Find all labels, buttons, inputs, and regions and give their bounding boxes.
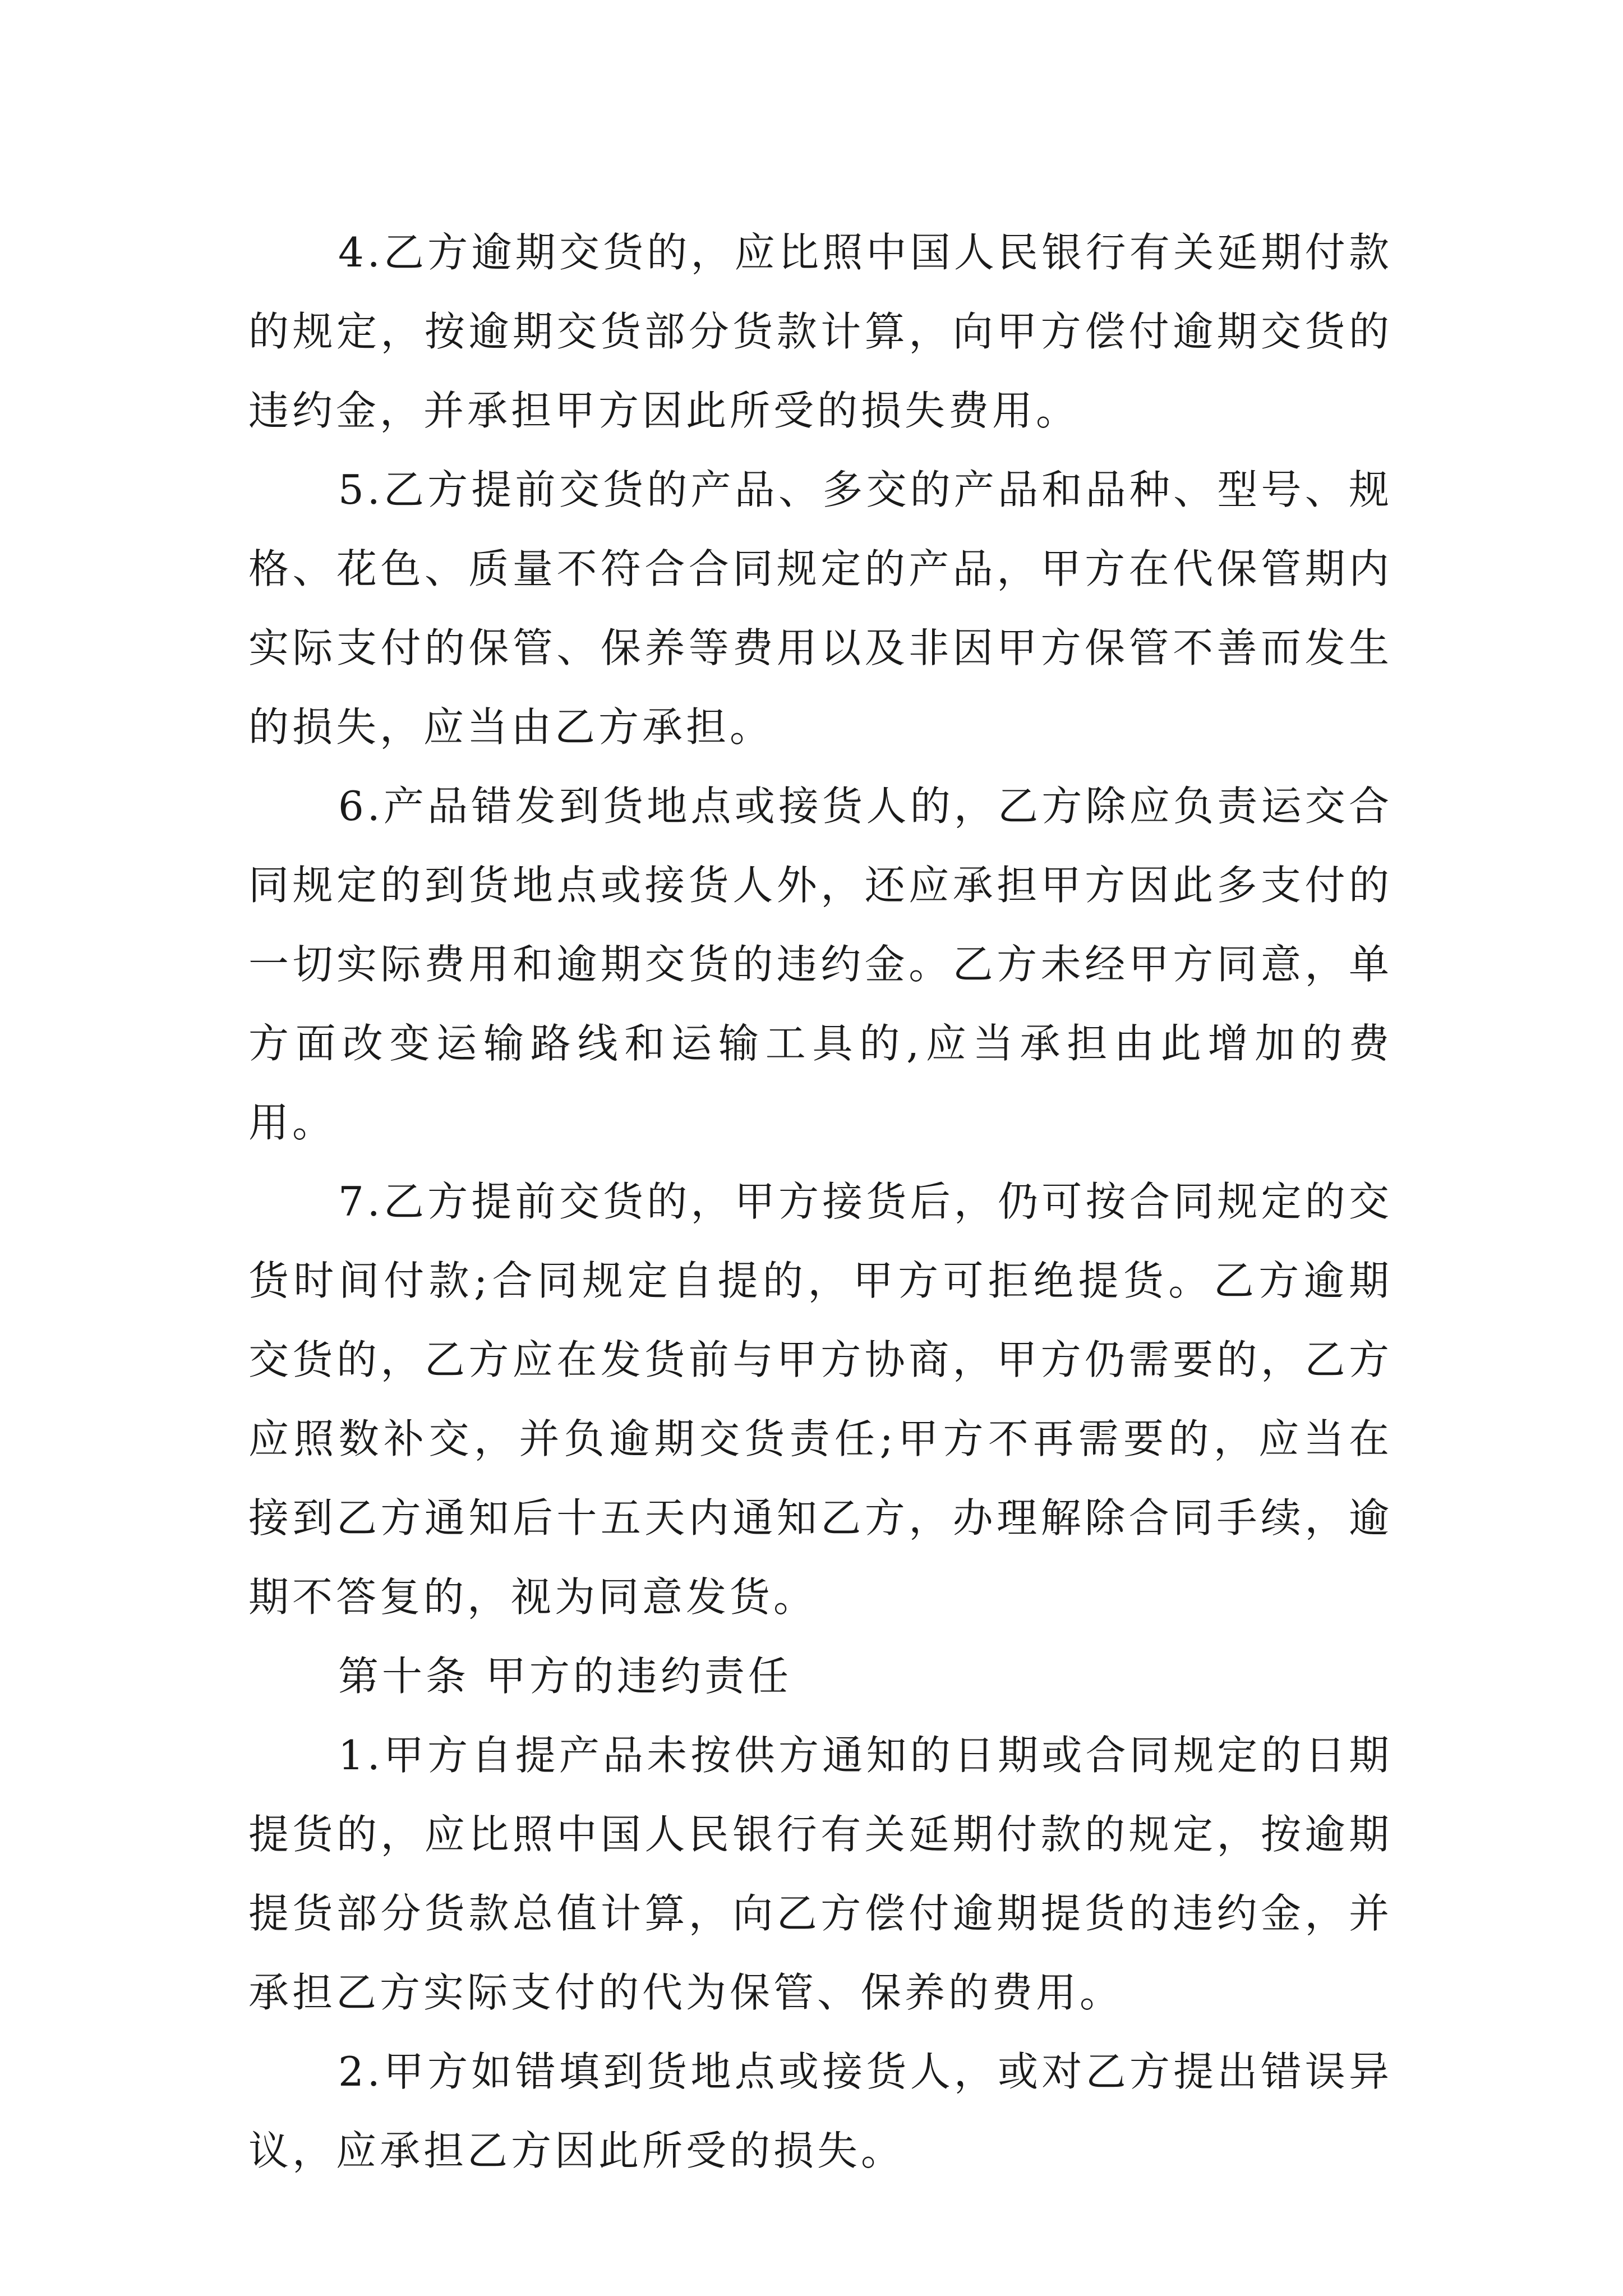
- clause-paragraph-5: 5.乙方提前交货的产品、多交的产品和品种、型号、规格、花色、质量不符合合同规定的产品，甲方在代保管期内实际支付的保管、保养等费用以及非因甲方保管不善而发生的损失，应当由乙方承担。: [248, 466, 1393, 751]
- clause-paragraph-6: 6.产品错发到货地点或接货人的，乙方除应负责运交合同规定的到货地点或接货人外，还应承担甲方因此多支付的一切实际费用和逾期交货的违约金。乙方未经甲方同意，单方面改变运输路线和运输工具的,应当承担由此增加的费用。: [248, 783, 1393, 1146]
- section-heading: 第十条 甲方的违约责任: [338, 1653, 792, 1700]
- document-body: [248, 213, 1393, 2191]
- clause-paragraph-4: 4.乙方逾期交货的，应比照中国人民银行有关延期付款的规定，按逾期交货部分货款计算，向甲方偿付逾期交货的违约金，并承担甲方因此所受的损失费用。: [248, 229, 1393, 434]
- section-clause-paragraph-2: 2.甲方如错填到货地点或接货人，或对乙方提出错误异议，应承担乙方因此所受的损失。: [248, 2048, 1393, 2174]
- section-clause-paragraph-1: 1.甲方自提产品未按供方通知的日期或合同规定的日期提货的，应比照中国人民银行有关延期付款的规定，按逾期提货部分货款总值计算，向乙方偿付逾期提货的违约金，并承担乙方实际支付的代为保管、保养的费用。: [248, 1732, 1393, 2016]
- clause-paragraph-7: 7.乙方提前交货的，甲方接货后，仍可按合同规定的交货时间付款;合同规定自提的，甲方可拒绝提货。乙方逾期交货的，乙方应在发货前与甲方协商，甲方仍需要的，乙方应照数补交，并负逾期交货责任;甲方不再需要的，应当在接到乙方通知后十五天内通知乙方，办理解除合同手续，逾期不答复的，视为同意发货。: [248, 1178, 1393, 1621]
